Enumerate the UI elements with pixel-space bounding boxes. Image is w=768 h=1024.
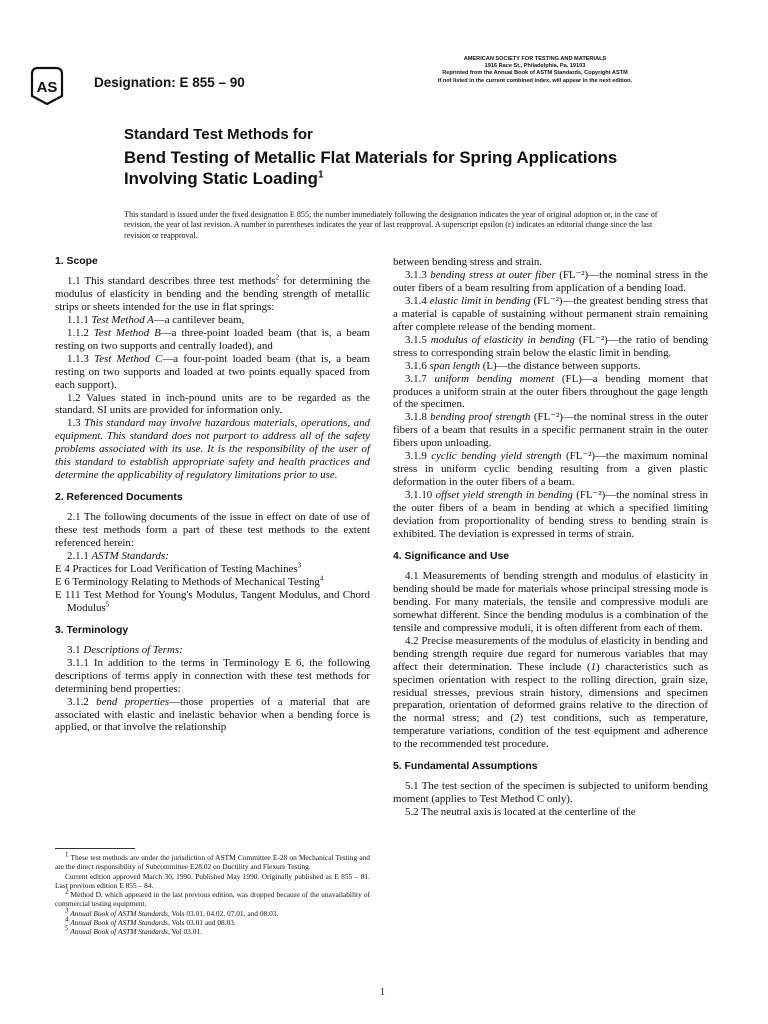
para-2-1: 2.1 The following documents of the issue in effect on date of use of these test methods form a part of these test methods to the extent referenced herein: <box>55 511 370 550</box>
footnote-5: $^5$ Annual Book of ASTM Standards, Vol 03.01. <box>65 924 202 937</box>
para-1-1-2: 1.1.2 Test Method B—a three-point loaded beam (that is, a beam resting on two supports and centrally loaded), and <box>55 326 370 352</box>
publisher-line: Reprinted from the Annual Book of ASTM Standards, Copyright ASTM <box>442 70 628 77</box>
para-1-1-1: 1.1.1 Test Method A—a cantilever beam, <box>67 313 245 326</box>
ref-e4: E 4 Practices for Load Verification of Testing Machines$^3$ <box>55 561 302 575</box>
para-5-2: 5.2 The neutral axis is located at the centerline of the <box>405 806 636 819</box>
para-3-1-2-continued: between bending stress and strain. <box>393 256 543 268</box>
section-heading-terminology: 3. Terminology <box>55 624 129 636</box>
title-line-3 <box>124 168 724 189</box>
publisher-block <box>400 56 670 85</box>
title-line-3-text: Involving Static Loading <box>124 169 318 188</box>
footnote-4: $^4$ Annual Book of ASTM Standards, Vols 03.01 and 08.03. <box>65 915 236 928</box>
publisher-line: 1916 Race St., Philadelphia, Pa. 19103 <box>484 63 586 70</box>
term-3-1-3: 3.1.3 bending stress at outer fiber (FL⁻²)—the nominal stress in the outer fibers of a beam resulting from application of a bending load. <box>393 268 708 294</box>
para-3-1-1: 3.1.1 In addition to the terms in Terminology E 6, the following descriptions of terms apply in connection with these test methods for determining bend properties: <box>55 656 370 695</box>
title-line-1: Standard Test Methods for <box>124 126 313 143</box>
section-heading-referenced: 2. Referenced Documents <box>55 492 183 504</box>
title-footnote-ref: 1 <box>317 169 324 181</box>
publisher-line: AMERICAN SOCIETY FOR TESTING AND MATERIALS <box>463 56 607 62</box>
term-3-1-7: 3.1.7 uniform bending moment (FL)—a bending moment that produces a uniform strain at the outer fibers throughout the gage length of the specimen. <box>393 372 708 411</box>
title-line-2: Bend Testing of Metallic Flat Materials for Spring Applications <box>124 148 618 167</box>
issued-note: This standard is issued under the fixed designation E 855; the number immediately following the designation indicates the year of original adoption or, in the case of revision, the year of last revision. A number in parentheses indicates the year of last reapproval. A superscript epsilon (ε) indicates an editorial change since the last revision or reapproval. <box>124 210 658 240</box>
ref-e111: E 111 Test Method for Young's Modulus, Tangent Modulus, and Chord Modulus$^5$ <box>55 588 370 614</box>
footnote-1b: Current edition approved March 30, 1990. Published May 1990. Originally published as E 855 – 81. Last previous edition E 855 – 84. <box>55 871 370 890</box>
para-3-1-2: 3.1.2 bend properties—those properties of a material that are associated with elastic and inelastic behavior when a bending force is applied, or that involve the relationship <box>55 695 370 734</box>
left-column <box>55 256 370 734</box>
footnote-rule <box>55 848 135 849</box>
right-column <box>393 256 708 819</box>
term-3-1-5: 3.1.5 modulus of elasticity in bending (FL⁻²)—the ratio of bending stress to corresponding strain below the elastic limit in bending. <box>393 333 708 359</box>
para-1-2: 1.2 Values stated in inch-pound units are to be regarded as the standard. SI units are provided for information only. <box>55 391 370 417</box>
footnotes <box>55 850 370 937</box>
term-3-1-6: 3.1.6 span length (L)—the distance between supports. <box>405 359 641 372</box>
document-title <box>124 126 724 189</box>
footnote-3: $^3$ Annual Book of ASTM Standards, Vols 03.01, 04.02, 07.01, and 08.03. <box>65 906 279 918</box>
page-number: 1 <box>380 987 385 998</box>
ref-e6: E 6 Terminology Relating to Methods of Mechanical Testing$^4$ <box>55 574 324 588</box>
footnote-2: $^2$ Method D, which appeared in the last previous edition, was dropped because of the unavailability of commercial testing equipment. <box>55 887 370 909</box>
para-1-1: 1.1 This standard describes three test methods$^2$ for determining the modulus of elasticity in bending and the bending strength of metallic strips or sheets intended for the use in flat springs: <box>55 273 370 313</box>
para-3-1: 3.1 Descriptions of Terms: <box>67 643 183 656</box>
section-heading-assumptions: 5. Fundamental Assumptions <box>393 761 538 773</box>
term-3-1-8: 3.1.8 bending proof strength (FL⁻²)—the nominal stress in the outer fibers of a beam that results in a specific permanent strain in the outer fibers upon unloading. <box>393 411 708 450</box>
footnote-1: $^1$ These test methods are under the jurisdiction of ASTM Committee E-28 on Mechanical Testing and are the direct responsibility of Subcommittee E28.02 on Ductility and Flexure Testing. <box>55 850 370 872</box>
publisher-line: If not listed in the current combined index, will appear in the next edition. <box>437 77 633 84</box>
para-2-1-1: 2.1.1 ASTM Standards: <box>67 550 169 563</box>
para-4-1: 4.1 Measurements of bending strength and modulus of elasticity in bending should be made for materials whose principal stressing mode is bending. For many materials, the tensile and compressive moduli are somewhat different. Since the bending modulus is a combination of the tensile and compressive moduli, it is often different from each of them. <box>393 569 708 634</box>
term-3-1-9: 3.1.9 cyclic bending yield strength (FL⁻²)—the maximum nominal stress in uniform cyclic bending resulting from a given plastic deformation in the outer fibers of a beam. <box>393 450 708 489</box>
section-heading-significance: 4. Significance and Use <box>393 550 510 562</box>
term-3-1-4: 3.1.4 elastic limit in bending (FL⁻²)—the greatest bending stress that a material is capable of sustaining without permanent strain remaining after complete release of the bending moment. <box>393 294 709 333</box>
para-5-1: 5.1 The test section of the specimen is subjected to uniform bending moment (applies to Test Method C only). <box>393 780 708 806</box>
section-heading-scope: 1. Scope <box>55 256 98 267</box>
para-4-2: 4.2 Precise measurements of the modulus of elasticity in bending and bending strength require due regard for numerous variables that may affect their determination. These include (1) characteristics such as specimen orientation with respect to the rolling direction, grain size, residual stresses, previous strain history, dimensions and specimen preparation, orientation of deformed grains relative to the direction of the normal stress; and (2) test conditions, such as temperature, temperature variations, condition of the test equipment and adherence to the recommended test procedure. <box>393 634 708 751</box>
term-3-1-10: 3.1.10 offset yield strength in bending (FL⁻²)—the nominal stress in the outer fibers of a beam in bending at which a specified limiting deviation from proportionality of bending stress to bending strain is exhibited. The deviation is expressed in terms of strain. <box>393 489 708 541</box>
svg-text:AS: AS <box>36 79 58 96</box>
para-1-3: 1.3 This standard may involve hazardous materials, operations, and equipment. This standard does not purport to address all of the safety problems associated with its use. It is the responsibility of the user of this standard to establish appropriate safety and health practices and determine the applicability of regulatory limitations prior to use. <box>55 417 370 482</box>
designation: Designation: E 855 – 90 <box>94 75 245 90</box>
para-1-1-3: 1.1.3 Test Method C—a four-point loaded beam (that is, a beam resting on two supports and loaded at two points equally spaced from each support). <box>55 352 370 391</box>
astm-logo-icon <box>30 66 64 106</box>
